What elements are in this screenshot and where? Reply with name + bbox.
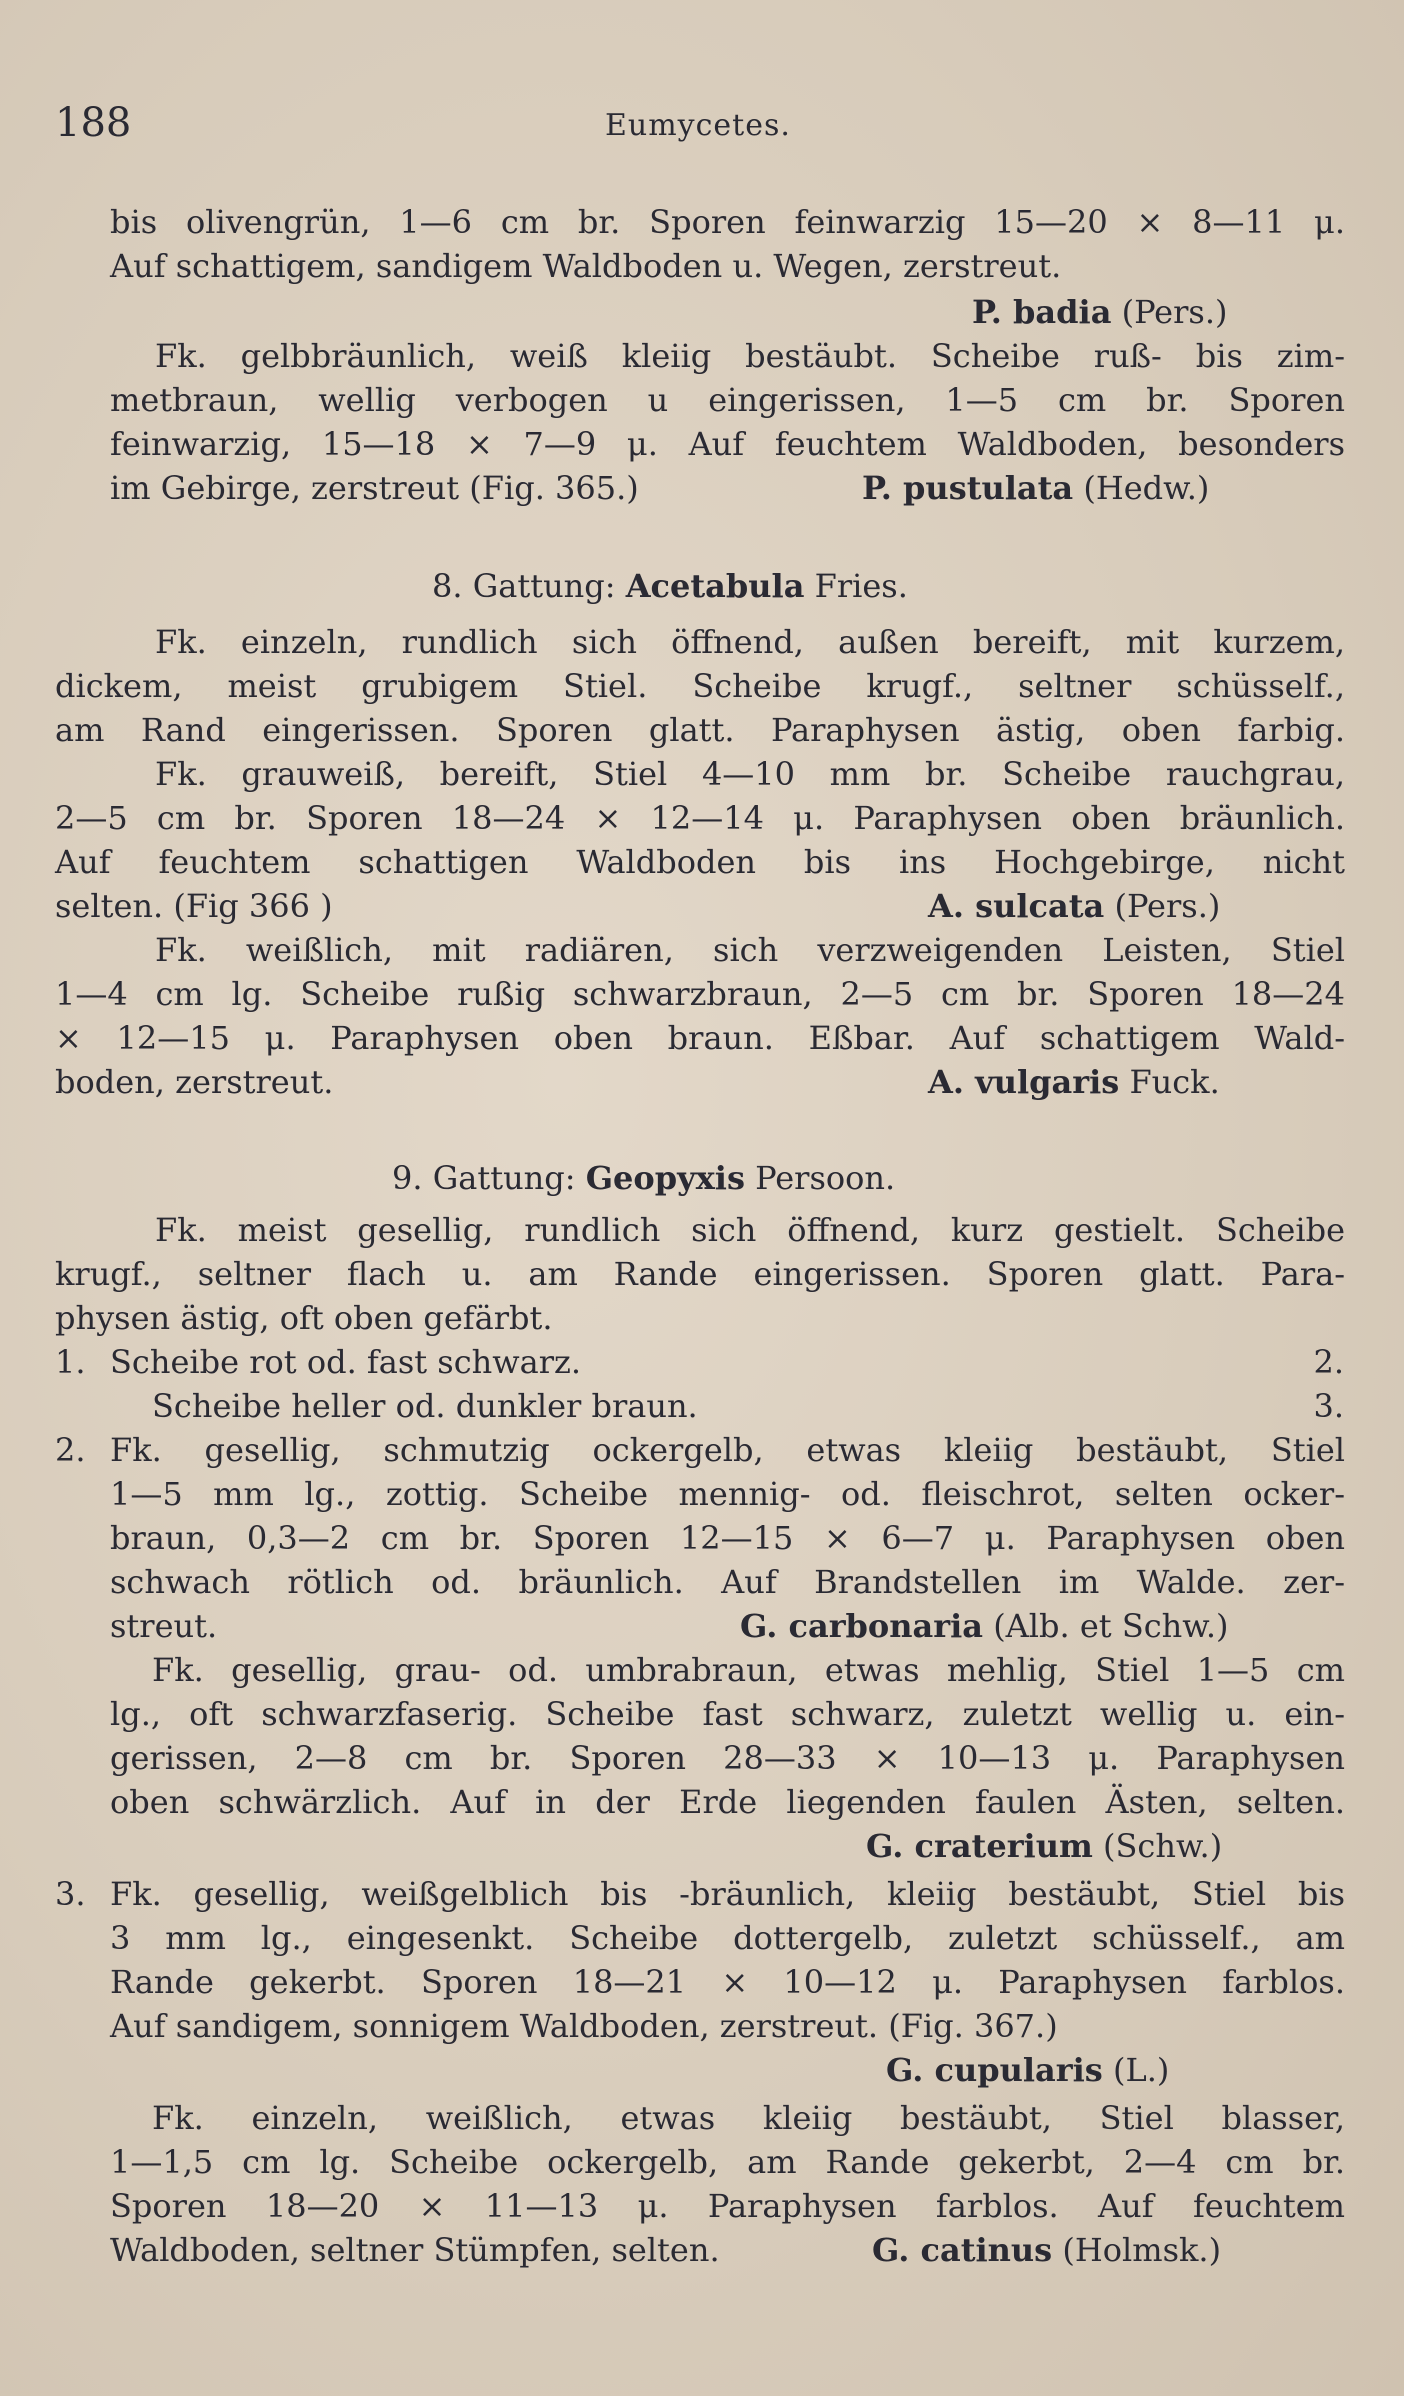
key-line: schwach rötlich od. bräunlich. Auf Brandstellen im Walde. zer-: [110, 1563, 1345, 1601]
species-author: (Schw.): [1103, 1827, 1223, 1865]
genus-name: Acetabula: [625, 567, 805, 605]
genus-prefix: 9. Gattung:: [392, 1159, 576, 1197]
species-line: [928, 1060, 1220, 1104]
text-line: feinwarzig, 15—18 × 7—9 μ. Auf feuchtem Waldboden, besonders: [110, 425, 1345, 463]
text-line: × 12—15 μ. Paraphysen oben braun. Eßbar. Auf schattigem Wald-: [55, 1019, 1345, 1057]
key-line: Rande gekerbt. Sporen 18—21 × 10—12 μ. Paraphysen farblos.: [110, 1963, 1345, 2001]
key-reference: 2.: [1313, 1343, 1344, 1381]
running-title: Eumycetes.: [605, 108, 791, 143]
species-name: G. carbonaria: [740, 1607, 984, 1645]
genus-name: Geopyxis: [585, 1159, 745, 1197]
species-name: G. cupularis: [886, 2051, 1103, 2089]
key-line: gerissen, 2—8 cm br. Sporen 28—33 × 10—13 μ. Paraphysen: [110, 1739, 1345, 1777]
genus-heading: [432, 564, 908, 608]
text-line: Auf schattigem, sandigem Waldboden u. Wegen, zerstreut.: [110, 247, 1062, 285]
species-author: (Pers.): [1121, 293, 1228, 331]
key-line: oben schwärzlich. Auf in der Erde liegenden faulen Ästen, selten.: [110, 1783, 1345, 1821]
text-line: am Rand eingerissen. Sporen glatt. Paraphysen ästig, oben farbig.: [55, 711, 1345, 749]
text-line: bis olivengrün, 1—6 cm br. Sporen feinwarzig 15—20 × 8—11 μ.: [110, 203, 1345, 241]
page-number: 188: [55, 100, 132, 146]
species-author: (L.): [1112, 2051, 1170, 2089]
key-line: 1—1,5 cm lg. Scheibe ockergelb, am Rande gekerbt, 2—4 cm br.: [110, 2143, 1345, 2181]
species-author: Fuck.: [1129, 1063, 1220, 1101]
genus-prefix: 8. Gattung:: [432, 567, 616, 605]
text-line: Fk. weißlich, mit radiären, sich verzweigenden Leisten, Stiel: [155, 931, 1345, 969]
key-line: Fk. einzeln, weißlich, etwas kleiig bestäubt, Stiel blasser,: [152, 2099, 1345, 2137]
key-number: 2.: [55, 1431, 86, 1469]
key-line: Auf sandigem, sonnigem Waldboden, zerstreut. (Fig. 367.): [110, 2007, 1058, 2045]
species-name: P. badia: [972, 293, 1112, 331]
key-line: Fk. gesellig, grau- od. umbrabraun, etwas mehlig, Stiel 1—5 cm: [152, 1651, 1345, 1689]
text-line: krugf., seltner flach u. am Rande eingerissen. Sporen glatt. Para-: [55, 1255, 1345, 1293]
genus-heading: [392, 1156, 895, 1200]
species-line: [872, 2228, 1221, 2272]
text-line: 1—4 cm lg. Scheibe rußig schwarzbraun, 2—5 cm br. Sporen 18—24: [55, 975, 1345, 1013]
text-line: boden, zerstreut.: [55, 1063, 334, 1101]
text-line: 2—5 cm br. Sporen 18—24 × 12—14 μ. Paraphysen oben bräunlich.: [55, 799, 1345, 837]
species-name: A. vulgaris: [928, 1063, 1120, 1101]
text-line: selten. (Fig 366 ): [55, 887, 333, 925]
key-line: Scheibe heller od. dunkler braun.: [152, 1387, 698, 1425]
species-line: [886, 2048, 1169, 2092]
species-author: (Alb. et Schw.): [993, 1607, 1229, 1645]
text-line: dickem, meist grubigem Stiel. Scheibe krugf., seltner schüsself.,: [55, 667, 1345, 705]
key-line: Fk. gesellig, schmutzig ockergelb, etwas kleiig bestäubt, Stiel: [110, 1431, 1345, 1469]
species-author: (Pers.): [1114, 887, 1221, 925]
key-reference: 3.: [1313, 1387, 1344, 1425]
key-number: 3.: [55, 1875, 86, 1913]
key-number: 1.: [55, 1343, 86, 1381]
species-author: (Holmsk.): [1062, 2231, 1222, 2269]
species-line: [972, 290, 1227, 334]
text-line: Auf feuchtem schattigen Waldboden bis ins Hochgebirge, nicht: [55, 843, 1345, 881]
key-line: Scheibe rot od. fast schwarz.: [110, 1343, 582, 1381]
text-line: Fk. meist gesellig, rundlich sich öffnend, kurz gestielt. Scheibe: [155, 1211, 1345, 1249]
genus-author: Persoon.: [755, 1159, 896, 1197]
key-line: streut.: [110, 1607, 218, 1645]
key-line: 1—5 mm lg., zottig. Scheibe mennig- od. fleischrot, selten ocker-: [110, 1475, 1345, 1513]
text-line: metbraun, wellig verbogen u eingerissen, 1—5 cm br. Sporen: [110, 381, 1345, 419]
key-line: Waldboden, seltner Stümpfen, selten.: [110, 2231, 720, 2269]
text-line: Fk. grauweiß, bereift, Stiel 4—10 mm br. Scheibe rauchgrau,: [155, 755, 1345, 793]
species-name: P. pustulata: [862, 469, 1074, 507]
species-line: [866, 1824, 1222, 1868]
species-line: [740, 1604, 1229, 1648]
species-line: [928, 884, 1220, 928]
text-line: physen ästig, oft oben gefärbt.: [55, 1299, 553, 1337]
species-name: G. craterium: [866, 1827, 1093, 1865]
key-line: braun, 0,3—2 cm br. Sporen 12—15 × 6—7 μ. Paraphysen oben: [110, 1519, 1345, 1557]
genus-author: Fries.: [814, 567, 908, 605]
species-name: G. catinus: [872, 2231, 1053, 2269]
key-line: 3 mm lg., eingesenkt. Scheibe dottergelb, zuletzt schüsself., am: [110, 1919, 1345, 1957]
key-line: lg., oft schwarzfaserig. Scheibe fast schwarz, zuletzt wellig u. ein-: [110, 1695, 1345, 1733]
text-line: Fk. gelbbräunlich, weiß kleiig bestäubt. Scheibe ruß- bis zim-: [155, 337, 1345, 375]
key-line: Fk. gesellig, weißgelblich bis -bräunlich, kleiig bestäubt, Stiel bis: [110, 1875, 1345, 1913]
text-line: Fk. einzeln, rundlich sich öffnend, außen bereift, mit kurzem,: [155, 623, 1345, 661]
key-line: Sporen 18—20 × 11—13 μ. Paraphysen farblos. Auf feuchtem: [110, 2187, 1345, 2225]
text-line: im Gebirge, zerstreut (Fig. 365.): [110, 469, 639, 507]
species-name: A. sulcata: [928, 887, 1105, 925]
species-author: (Hedw.): [1083, 469, 1210, 507]
species-line: [862, 466, 1209, 510]
